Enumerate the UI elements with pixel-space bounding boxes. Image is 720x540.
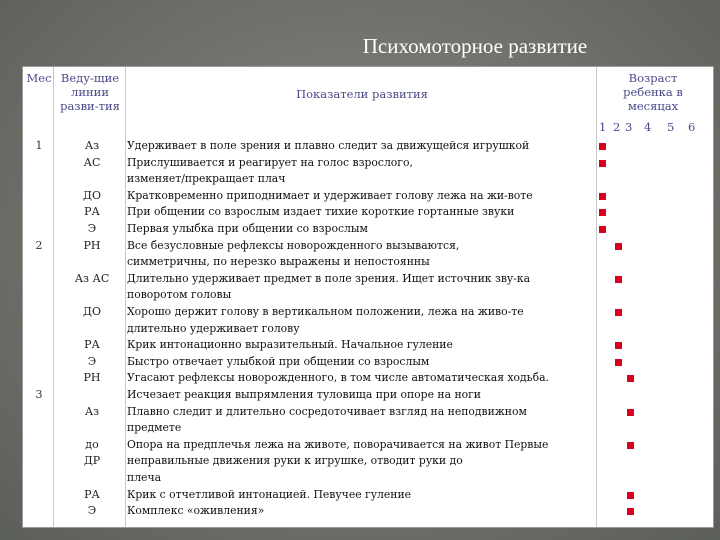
- header-lines-line3: разви-тия: [60, 99, 120, 113]
- page-title: Психомоторное развитие: [362, 34, 588, 58]
- age-marker: [599, 226, 606, 233]
- age-marker: [627, 508, 634, 515]
- age-number: 1: [599, 120, 607, 134]
- header-age-line2: ребенка в: [623, 85, 683, 99]
- age-number: 6: [688, 120, 696, 134]
- indicator-text: Первая улыбка при общении со взрослым: [127, 222, 368, 235]
- column-divider: [125, 67, 126, 527]
- header-month: Мес: [26, 71, 52, 85]
- indicator-text: плеча: [127, 471, 162, 484]
- line-label: Аз: [84, 139, 100, 152]
- age-marker: [627, 375, 634, 382]
- age-marker: [627, 442, 634, 449]
- month-label: 1: [35, 139, 43, 152]
- age-marker: [627, 409, 634, 416]
- indicator-text: Кратковременно приподнимает и удерживает голову лежа на жи-воте: [127, 188, 533, 202]
- indicator-text: Крик с отчетливой интонацией. Певучее гуление: [127, 487, 412, 501]
- indicator-text: Удерживает в поле зрения и плавно следит за движущейся игрушкой: [127, 139, 530, 152]
- header-age-line1: Возраст: [628, 71, 678, 85]
- indicator-text: При общении со взрослым издает тихие короткие гортанные звуки: [127, 205, 515, 219]
- line-label: ДО: [83, 188, 101, 202]
- month-label: 3: [35, 388, 43, 401]
- header-age: [598, 71, 708, 113]
- age-marker: [615, 309, 622, 316]
- line-label: ДР: [83, 454, 101, 468]
- indicator-text: предмете: [127, 421, 182, 435]
- header-lines-line2: линии: [71, 85, 109, 99]
- indicator-text: изменяет/прекращает плач: [127, 172, 286, 186]
- indicator-text: Крик интонационно выразительный. Начальное гуление: [127, 338, 453, 352]
- line-label: до: [85, 437, 99, 451]
- indicator-text: Исчезает реакция выпрямления туловища при опоре на ноги: [127, 388, 481, 401]
- header-lines: [55, 71, 125, 113]
- line-label: Э: [87, 504, 97, 518]
- header-lines-line1: Веду-щие: [60, 71, 120, 85]
- age-marker: [615, 276, 622, 283]
- indicator-text: длительно удерживает голову: [127, 321, 300, 335]
- age-marker: [599, 193, 606, 200]
- indicator-text: Все безусловные рефлексы новорожденного вызываются,: [127, 238, 460, 252]
- indicator-text: Опора на предплечья лежа на животе, поворачивается на живот Первые: [127, 437, 549, 451]
- age-marker: [615, 359, 622, 366]
- line-label: Аз АС: [74, 271, 110, 285]
- age-marker: [627, 492, 634, 499]
- month-label: 2: [35, 238, 43, 252]
- age-number: 5: [667, 120, 675, 134]
- age-number: 3: [625, 120, 633, 134]
- column-divider: [53, 67, 54, 527]
- line-label: Э: [87, 354, 97, 368]
- indicator-text: неправильные движения руки к игрушке, отводит руки до: [127, 454, 463, 468]
- line-label: РА: [84, 205, 100, 219]
- age-marker: [599, 160, 606, 167]
- header-age-line3: месяцах: [627, 99, 679, 113]
- line-label: РА: [84, 338, 100, 352]
- age-marker: [599, 209, 606, 216]
- indicator-text: Быстро отвечает улыбкой при общении со взрослым: [127, 354, 430, 368]
- age-marker: [615, 342, 622, 349]
- indicator-text: Хорошо держит голову в вертикальном положении, лежа на живо-те: [127, 305, 524, 318]
- indicator-text: Длительно удерживает предмет в поле зрения. Ищет источник зву-ка: [127, 271, 531, 285]
- indicator-text: Угасают рефлексы новорожденного, в том числе автоматическая ходьба.: [127, 371, 549, 385]
- line-label: РА: [84, 487, 100, 501]
- age-marker: [599, 143, 606, 150]
- indicator-text: поворотом головы: [127, 288, 232, 302]
- line-label: РН: [83, 371, 101, 385]
- development-table: [22, 66, 714, 528]
- indicator-text: симметричны, по нерезко выражены и непостоянны: [127, 255, 430, 269]
- line-label: Э: [87, 222, 97, 235]
- line-label: АС: [83, 155, 101, 169]
- line-label: Аз: [84, 404, 100, 418]
- age-number: 4: [644, 120, 652, 134]
- indicator-text: Плавно следит и длительно сосредоточивает взгляд на неподвижном: [127, 404, 527, 418]
- header-indicators: Показатели развития: [296, 87, 428, 101]
- age-marker: [615, 243, 622, 250]
- indicator-text: Комплекс «оживления»: [127, 504, 265, 518]
- line-label: ДО: [83, 305, 101, 318]
- age-number: 2: [613, 120, 621, 134]
- indicator-text: Прислушивается и реагирует на голос взрослого,: [127, 155, 413, 169]
- line-label: РН: [83, 238, 101, 252]
